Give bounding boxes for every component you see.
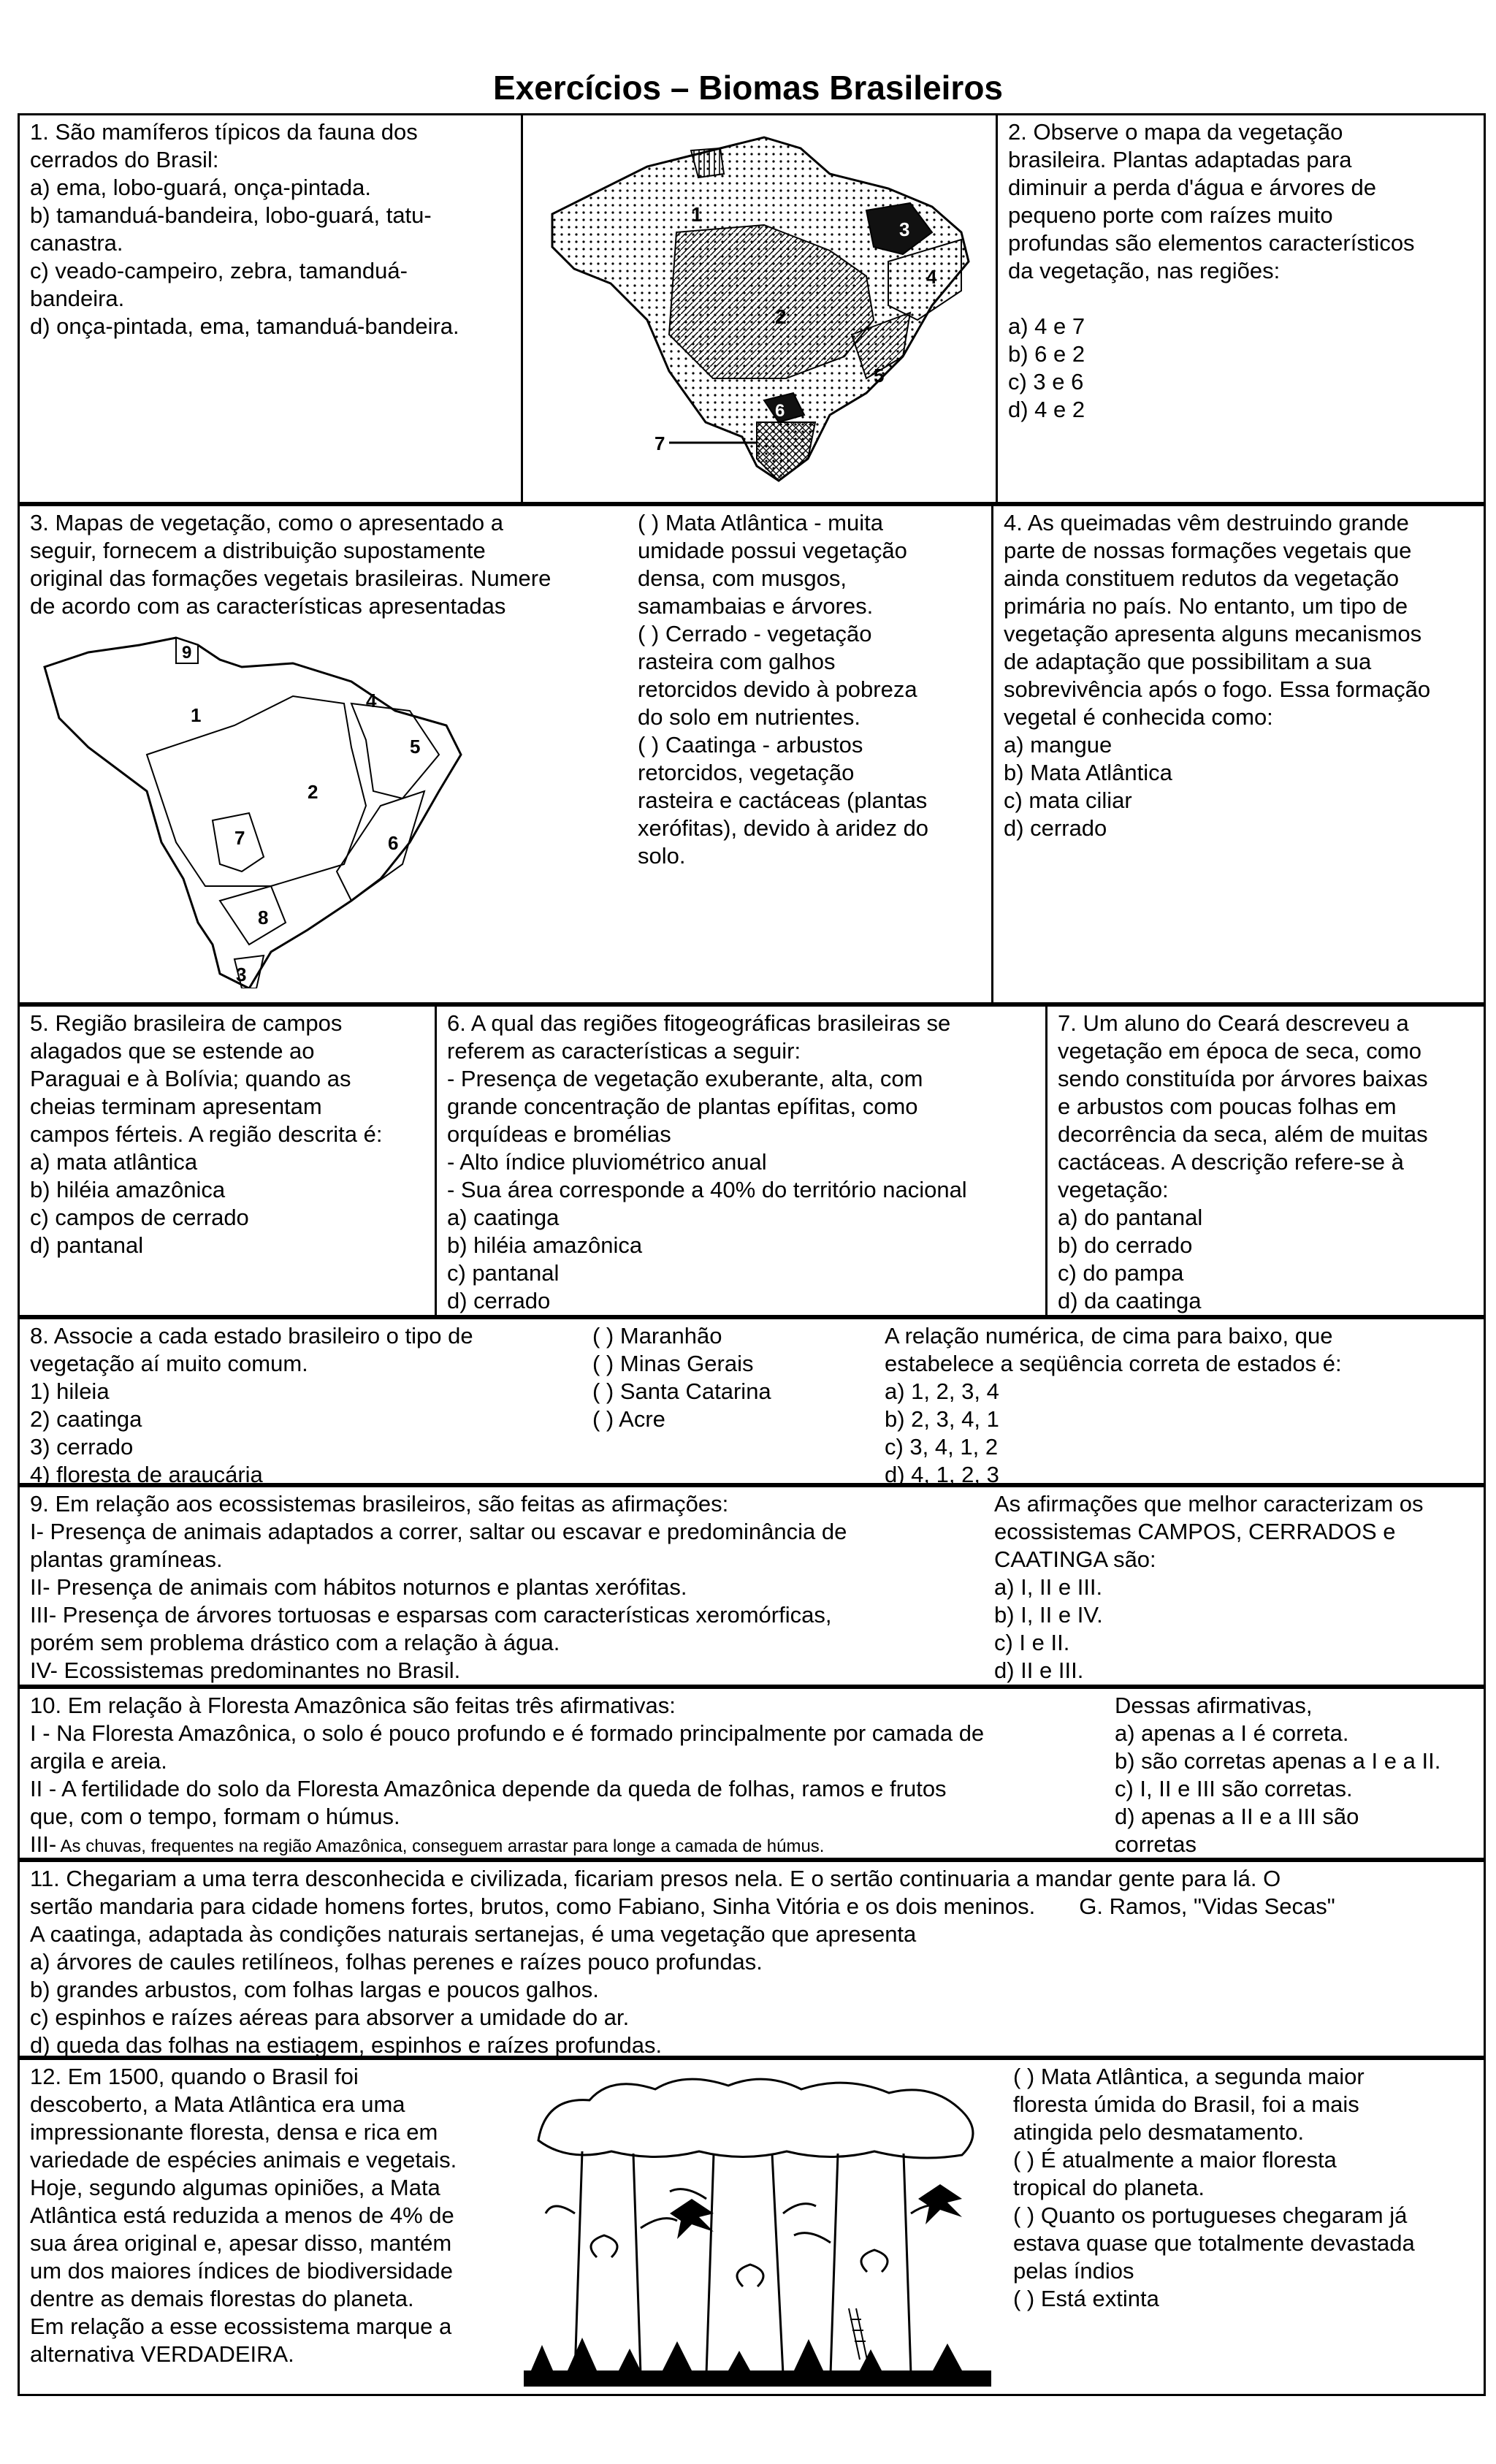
question-8-row (18, 1317, 1486, 1485)
forest-drawing (524, 2067, 991, 2389)
q12-line: alternativa VERDADEIRA. (30, 2341, 294, 2367)
question-1 (20, 115, 521, 502)
q12-line: descoberto, a Mata Atlântica era uma (30, 2091, 405, 2117)
question-5-6-7-row (18, 1004, 1486, 1317)
q9-option-d: d) II e III. (994, 1658, 1084, 1683)
q11-quote-cont: sertão mandaria para cidade homens fortes, brutos, como Fabiano, Sinha Vitória e os dois meninos. (30, 1893, 1036, 1919)
q3-option-text: rasteira e cactáceas (plantas (638, 787, 928, 813)
question-4 (991, 506, 1484, 1002)
q4-line: sobrevivência após o fogo. Essa formação (1004, 676, 1431, 702)
map1-label: 7 (654, 432, 665, 454)
q6-line: orquídeas e bromélias (447, 1121, 671, 1147)
question-1-row (18, 113, 1486, 504)
map2-label: 5 (410, 736, 421, 758)
q9-statement-iii: III- Presença de árvores tortuosas e esparsas com características xeromórficas, (30, 1602, 832, 1628)
q2-option-c: c) 3 e 6 (1008, 369, 1084, 394)
q9-option-c: c) I e II. (994, 1630, 1070, 1655)
q4-line: de adaptação que possibilitam a sua (1004, 649, 1372, 674)
q9-statement-i: I- Presença de animais adaptados a correr, saltar ou escavar e predominância de (30, 1519, 847, 1544)
q6-option-d: d) cerrado (447, 1288, 551, 1313)
q3-option-text: solo. (638, 843, 686, 869)
question-10-answers (1104, 1689, 1484, 1858)
map1-label: 2 (775, 305, 787, 328)
map1-label: 1 (691, 203, 703, 226)
map1-label: 6 (775, 401, 785, 421)
q2-line: profundas são elementos característicos (1008, 230, 1415, 256)
q8-key-3: 3) cerrado (30, 1434, 134, 1460)
question-8 (20, 1319, 582, 1487)
q3-option-text: densa, com musgos, (638, 565, 847, 591)
q1-line: 1. São mamíferos típicos da fauna dos (30, 119, 418, 145)
q1-option-b-cont: canastra. (30, 230, 123, 256)
q11-option-a: a) árvores de caules retilíneos, folhas perenes e raízes pouco profundas. (30, 1949, 763, 1975)
q5-line: campos férteis. A região descrita é: (30, 1121, 383, 1147)
q10-statement-ii: II - A fertilidade do solo da Floresta Amazônica depende da queda de folhas, ramos e frutos (30, 1776, 947, 1801)
q6-option-a: a) caatinga (447, 1205, 560, 1230)
q7-line: cactáceas. A descrição refere-se à (1058, 1149, 1404, 1175)
question-6 (435, 1007, 1045, 1315)
q8-option-c: c) 3, 4, 1, 2 (885, 1434, 999, 1460)
q7-line: sendo constituída por árvores baixas (1058, 1066, 1428, 1091)
q7-line: vegetação em época de seca, como (1058, 1038, 1422, 1064)
q12-option-text: atingida pelo desmatamento. (1013, 2119, 1305, 2145)
q3-option-text: rasteira com galhos (638, 649, 836, 674)
q1-line: cerrados do Brasil: (30, 147, 219, 172)
q11-line: A caatinga, adaptada às condições naturais sertanejas, é uma vegetação que apresenta (30, 1921, 917, 1947)
q3-option-text: retorcidos devido à pobreza (638, 676, 917, 702)
q2-line: pequeno porte com raízes muito (1008, 202, 1333, 228)
q7-line: 7. Um aluno do Ceará descreveu a (1058, 1010, 1409, 1036)
q2-option-d: d) 4 e 2 (1008, 397, 1085, 422)
q5-line: Paraguai e à Bolívia; quando as (30, 1066, 351, 1091)
question-9-answers (984, 1487, 1484, 1685)
q10-answer-line: Dessas afirmativas, (1115, 1693, 1313, 1718)
q1-option-b: b) tamanduá-bandeira, lobo-guará, tatu- (30, 202, 432, 228)
q3-line: 3. Mapas de vegetação, como o apresentado a (30, 510, 503, 535)
q4-line: primária no país. No entanto, um tipo de (1004, 593, 1408, 619)
q10-statement-i: I - Na Floresta Amazônica, o solo é pouco profundo e é formado principalmente por camada de (30, 1720, 985, 1746)
q11-option-c: c) espinhos e raízes aéreas para absorver a umidade do ar. (30, 2005, 630, 2030)
q3-option-text: xerófitas), devido à aridez do (638, 815, 929, 841)
q3-option-text: umidade possui vegetação (638, 538, 907, 563)
q1-option-d: d) onça-pintada, ema, tamanduá-bandeira. (30, 313, 459, 339)
q6-line: - Alto índice pluviométrico anual (447, 1149, 767, 1175)
q4-line: ainda constituem redutos da vegetação (1004, 565, 1400, 591)
forest-illustration (524, 2060, 1006, 2394)
q3-line: de acordo com as características apresentadas (30, 593, 506, 619)
q9-option-b: b) I, II e IV. (994, 1602, 1103, 1628)
q2-line: 2. Observe o mapa da vegetação (1008, 119, 1343, 145)
question-3 (20, 506, 633, 1002)
q8-option-b: b) 2, 3, 4, 1 (885, 1406, 999, 1432)
q2-line (1008, 285, 1478, 313)
q10-option-a: a) apenas a I é correta. (1115, 1720, 1349, 1746)
q3-option-mata-atlantica: ( ) Mata Atlântica - muita (638, 510, 883, 535)
q8-key-2: 2) caatinga (30, 1406, 142, 1432)
q12-option-text: tropical do planeta. (1013, 2175, 1205, 2200)
q4-option-c: c) mata ciliar (1004, 787, 1132, 813)
question-9-row (18, 1485, 1486, 1687)
question-8-states (582, 1319, 874, 1483)
q8-state-minas-gerais: ( ) Minas Gerais (592, 1351, 754, 1376)
q12-line: 12. Em 1500, quando o Brasil foi (30, 2064, 359, 2089)
q3-option-text: samambaias e árvores. (638, 593, 874, 619)
q11-quote: 11. Chegariam a uma terra desconhecida e civilizada, ficariam presos nela. E o sertão continuaria a mandar gente para lá. O (30, 1866, 1281, 1891)
q10-option-d-cont: corretas (1115, 1831, 1197, 1857)
question-10 (20, 1689, 1104, 1858)
page-title: Exercícios – Biomas Brasileiros (492, 69, 1004, 107)
q10-iii-text: As chuvas, frequentes na região Amazônica, conseguem arrastar para longe a camada de húmus. (56, 1836, 825, 1856)
q12-line: Em relação a esse ecossistema marque a (30, 2314, 452, 2339)
question-12-row (18, 2058, 1486, 2396)
q12-line: sua área original e, apesar disso, mantém (30, 2230, 452, 2256)
q3-option-caatinga: ( ) Caatinga - arbustos (638, 732, 863, 758)
q6-line: grande concentração de plantas epífitas, como (447, 1094, 918, 1119)
q5-line: cheias terminam apresentam (30, 1094, 322, 1119)
q3-option-text: do solo em nutrientes. (638, 704, 861, 730)
q7-option-c: c) do pampa (1058, 1260, 1184, 1286)
question-5 (20, 1007, 435, 1315)
q5-option-a: a) mata atlântica (30, 1149, 198, 1175)
q3-option-cerrado: ( ) Cerrado - vegetação (638, 621, 872, 646)
q12-line: Atlântica está reduzida a menos de 4% de (30, 2202, 454, 2228)
q4-line: vegetal é conhecida como: (1004, 704, 1273, 730)
brazil-vegetation-map-2 (30, 623, 468, 988)
q12-option-1: ( ) Mata Atlântica, a segunda maior (1013, 2064, 1365, 2089)
q12-line: variedade de espécies animais e vegetais. (30, 2147, 457, 2173)
q9-option-a: a) I, II e III. (994, 1574, 1103, 1600)
q1-option-c: c) veado-campeiro, zebra, tamanduá- (30, 258, 408, 283)
question-11 (18, 1860, 1486, 2058)
q6-option-c: c) pantanal (447, 1260, 560, 1286)
question-3-options (633, 506, 991, 1002)
q4-line: parte de nossas formações vegetais que (1004, 538, 1412, 563)
q9-answer-line: As afirmações que melhor caracterizam os (994, 1491, 1424, 1517)
q5-option-b: b) hiléia amazônica (30, 1177, 226, 1202)
q9-line: 9. Em relação aos ecossistemas brasileiros, são feitas as afirmações: (30, 1491, 729, 1517)
map2-label: 4 (366, 690, 377, 712)
q4-option-d: d) cerrado (1004, 815, 1107, 841)
q8-answer-line: estabelece a seqüência correta de estados é: (885, 1351, 1342, 1376)
q10-option-c: c) I, II e III são corretas. (1115, 1776, 1353, 1801)
q10-option-d: d) apenas a II e a III são (1115, 1804, 1359, 1829)
q5-option-d: d) pantanal (30, 1232, 144, 1258)
q8-option-d: d) 4, 1, 2, 3 (885, 1462, 999, 1487)
question-2 (996, 115, 1484, 502)
question-12-options (1006, 2060, 1484, 2394)
q8-key-4: 4) floresta de araucária (30, 1462, 263, 1487)
q10-line: argila e areia. (30, 1748, 167, 1774)
q6-line: 6. A qual das regiões fitogeográficas brasileiras se (447, 1010, 951, 1036)
question-10-row (18, 1687, 1486, 1860)
question-8-answers (874, 1319, 1484, 1487)
q4-option-b: b) Mata Atlântica (1004, 760, 1172, 785)
q2-line: diminuir a perda d'água e árvores de (1008, 175, 1376, 200)
question-7 (1045, 1007, 1484, 1315)
q12-line: Hoje, segundo algumas opiniões, a Mata (30, 2175, 440, 2200)
q8-line: 8. Associe a cada estado brasileiro o tipo de (30, 1323, 473, 1349)
map1-label: 5 (874, 365, 885, 386)
map-vegetation-1 (521, 115, 996, 502)
q12-line: um dos maiores índices de biodiversidade (30, 2258, 453, 2284)
q10-option-b: b) são corretas apenas a I e a II. (1115, 1748, 1441, 1774)
q9-answer-line: ecossistemas CAMPOS, CERRADOS e (994, 1519, 1396, 1544)
q12-option-4: ( ) Está extinta (1013, 2286, 1159, 2311)
q11-option-d: d) queda das folhas na estiagem, espinhos e raízes profundas. (30, 2032, 663, 2058)
map2-label: 3 (236, 964, 247, 985)
brazil-vegetation-map-1 (523, 115, 991, 495)
q9-answer-line: CAATINGA são: (994, 1546, 1156, 1572)
q8-line: vegetação aí muito comum. (30, 1351, 308, 1376)
map2-label: 6 (388, 832, 399, 854)
q6-line: referem as características a seguir: (447, 1038, 801, 1064)
q9-line: porém sem problema drástico com a relação à água. (30, 1630, 560, 1655)
q7-option-d: d) da caatinga (1058, 1288, 1202, 1313)
q10-statement-iii (30, 1831, 1099, 1861)
map2-label: 1 (191, 704, 202, 726)
q12-line: impressionante floresta, densa e rica em (30, 2119, 438, 2145)
q8-state-santa-catarina: ( ) Santa Catarina (592, 1378, 771, 1404)
q6-line: - Presença de vegetação exuberante, alta, com (447, 1066, 923, 1091)
q6-line: - Sua área corresponde a 40% do território nacional (447, 1177, 967, 1202)
q12-option-3: ( ) Quanto os portugueses chegaram já (1013, 2202, 1408, 2228)
q12-option-text: pelas índios (1013, 2258, 1134, 2284)
q2-line: brasileira. Plantas adaptadas para (1008, 147, 1352, 172)
q7-line: decorrência da seca, além de muitas (1058, 1121, 1428, 1147)
question-3-4-row (18, 504, 1486, 1004)
q1-option-a: a) ema, lobo-guará, onça-pintada. (30, 175, 372, 200)
q4-line: 4. As queimadas vêm destruindo grande (1004, 510, 1409, 535)
q7-option-b: b) do cerrado (1058, 1232, 1193, 1258)
q2-option-b: b) 6 e 2 (1008, 341, 1085, 367)
q8-answer-line: A relação numérica, de cima para baixo, que (885, 1323, 1333, 1349)
q2-option-a: a) 4 e 7 (1008, 313, 1085, 339)
q12-option-text: floresta úmida do Brasil, foi a mais (1013, 2091, 1359, 2117)
q10-iii-prefix: III- (30, 1831, 57, 1857)
q7-option-a: a) do pantanal (1058, 1205, 1203, 1230)
map1-label: 3 (899, 218, 910, 240)
q10-line: que, com o tempo, formam o húmus. (30, 1804, 400, 1829)
q3-line: original das formações vegetais brasileiras. Numere (30, 565, 552, 591)
q8-option-a: a) 1, 2, 3, 4 (885, 1378, 999, 1404)
q2-line: da vegetação, nas regiões: (1008, 258, 1281, 283)
q6-option-b: b) hiléia amazônica (447, 1232, 643, 1258)
q7-line: vegetação: (1058, 1177, 1169, 1202)
q5-option-c: c) campos de cerrado (30, 1205, 249, 1230)
map2-label: 7 (234, 827, 245, 849)
q12-option-text: estava quase que totalmente devastada (1013, 2230, 1415, 2256)
q11-quote-line2 (30, 1893, 1478, 1921)
q1-option-c-cont: bandeira. (30, 286, 125, 311)
q4-line: vegetação apresenta alguns mecanismos (1004, 621, 1422, 646)
q9-statement-ii: II- Presença de animais com hábitos noturnos e plantas xerófitas. (30, 1574, 687, 1600)
q7-line: e arbustos com poucas folhas em (1058, 1094, 1397, 1119)
q5-line: alagados que se estende ao (30, 1038, 315, 1064)
q8-state-maranhao: ( ) Maranhão (592, 1323, 722, 1349)
q12-line: dentre as demais florestas do planeta. (30, 2286, 414, 2311)
map2-label: 8 (258, 907, 269, 928)
question-9 (20, 1487, 984, 1685)
q11-citation: G. Ramos, "Vidas Secas" (1079, 1893, 1335, 1919)
q11-option-b: b) grandes arbustos, com folhas largas e poucos galhos. (30, 1977, 599, 2002)
q10-line: 10. Em relação à Floresta Amazônica são feitas três afirmativas: (30, 1693, 676, 1718)
map2-label: 2 (308, 781, 318, 803)
q12-option-2: ( ) É atualmente a maior floresta (1013, 2147, 1337, 2173)
map1-label: 4 (926, 266, 937, 288)
q5-line: 5. Região brasileira de campos (30, 1010, 343, 1036)
question-12 (20, 2060, 524, 2394)
q3-line: seguir, fornecem a distribuição supostamente (30, 538, 486, 563)
q8-state-acre: ( ) Acre (592, 1406, 665, 1432)
q9-statement-iv: IV- Ecossistemas predominantes no Brasil. (30, 1658, 461, 1683)
q3-option-text: retorcidos, vegetação (638, 760, 855, 785)
q4-option-a: a) mangue (1004, 732, 1113, 758)
q8-key-1: 1) hileia (30, 1378, 110, 1404)
q9-line: plantas gramíneas. (30, 1546, 223, 1572)
map2-label: 9 (182, 643, 192, 663)
